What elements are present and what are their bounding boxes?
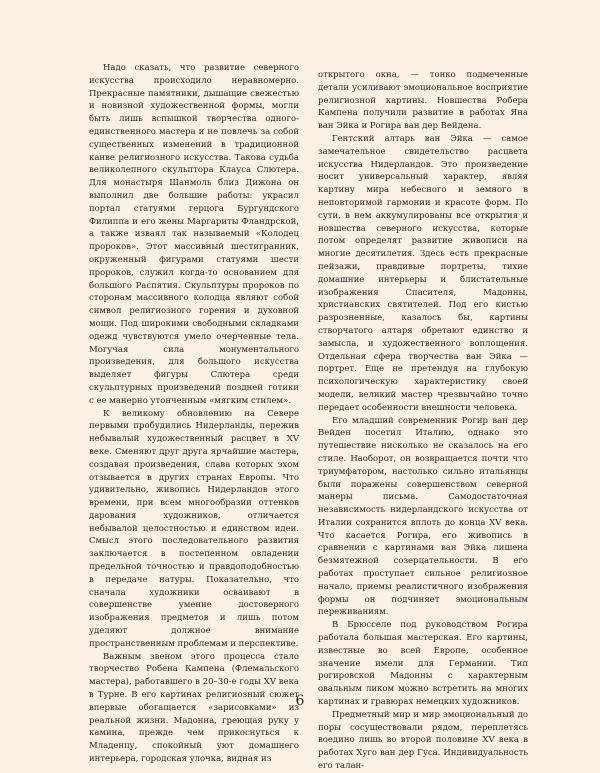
paragraph: К великому обновлению на Севере первыми пробудились Нидерланды, пережив небывалый художественный расцвет в XV веке. Сменяют друг друга ярчайшие мастера, создавая произведения, слава которых эхом отзывается в других странах Европы. Что удивительно, живопись Нидерландов этого времени, при всем многообразии оттенков дарования художников, отличается небывалой целостностью и единством идеи. Смысл этого последовательного развития заключается в постепенном овладении предельной точностью и правдоподобностью в передаче натуры. Показательно, что сначала художники осваивают в совершенстве умение достоверного изображения предметов и лишь потом уделяют должное внимание пространственным проблемам и перспективе.	[89, 408, 299, 649]
paragraph: В Брюсселе под руководством Рогира работала большая мастерская. Его картины, известные во всей Европе, особенное значение имели для Германии. Тип рогировской Мадонны с характерным овальным ликом можно встретить на многих картинах и гравюрах немецких художников.	[318, 620, 528, 708]
page-number: 6	[295, 693, 305, 709]
left-text-column	[89, 62, 299, 766]
paragraph: Предметный мир и мир эмоциональный до поры сосуществовали рядом, переплетясь воедино лишь во второй половине XV века в работах Хуго ван дер Гуса. Индивидуальность его талан-	[318, 709, 528, 772]
paragraph: Гентский алтарь ван Эйка — самое замечательное свидетельство расцвета искусства Нидерландов. Это произведение носит универсальный характер, являя картину мира небесного и земного в неповторимой гармонии и красоте форм. По сути, в нем аккумулированы все открытия и новшества северного искусства, которые потом определят развитие живописи на многие десятилетия. Здесь есть прекрасные пейзажи, правдивые портреты, тихие домашние интерьеры и блистательные изображения Спасителя, Мадонны, христианских святителей. Под его кистью разрозненные, казалось бы, картины створчатого алтаря обретают единство и замысла, и художественного воплощения. Отдельная сфера творчества ван Эйка — портрет. Еще не претендуя на глубокую психологическую характеристику своей модели, великий мастер чрезвычайно точно передает особенности внешности человека.	[318, 133, 528, 413]
paragraph: Надо сказать, что развитие северного искусства происходило неравномерно. Прекрасные памятники, дышащие свежестью и новизной художественной формы, могли быть лишь вспышкой творчества одного-единственного мастера и не повлечь за собой существенных изменений в традиционной канве религиозного искусства. Такова судьба великолепного скульптора Клауса Слютера. Для монастыря Шанмоль близ Дижона он выполнил две большие работы: украсил портал статуями герцога Бургундского Филиппа и его жены Маргариты Фландрской, а также изваял так называемый «Колодец пророков». Этот массивный шестигранник, окруженный фигурами статуями шести пророков, служил когда-то основанием для большого Распятия. Скульптуры пророков по сторонам массивного колодца являют собой символ религиозного горения и духовной мощи. Под широкими свободными складками одежд чувствуются умело очерченные тела. Могучая сила монументального произведения, для большого искусства выделяет фигуры Слютера среди скульптурных произведений поздней готики с ее манерно утонченным «мягким стилем».	[89, 63, 299, 406]
paragraph-continuation: открытого окна, — тонко подмеченные детали усиливают эмоциональное восприятие религиозной картины. Новшества Робера Кампена получили развитие в работах Яна ван Эйка и Рогира ван дер Вейдена.	[318, 70, 528, 132]
paragraph: Важным звеном этого процесса стало творчество Робена Кампена (Флемальского мастера), работавшего в 20–30-е годы XV века в Турне. В его картинах религиозный сюжет впервые обогащается «зарисовками» из реальной жизни. Мадонна, греющая руку у камина, прежде чем прикоснуться к Младенцу, спокойный уют домашнего интерьера, городская улочка, видная из	[89, 651, 299, 765]
right-text-column	[318, 69, 528, 773]
paragraph: Его младший современник Рогир ван дер Вейден посетил Италию, однако это путешествие нисколько не сказалось на его стиле. Наоборот, он возвращается почти что триумфатором, настолько сильно итальянцы были поражены совершенством северной манеры письма. Самодостаточная независимость нидерландского искусства от Италии сохранится вплоть до конца XV века. Что касается Рогира, его живопись в сравнении с картинами ван Эйка лишена безмятежной созерцательности. В его работах проступает сильное религиозное начало, приемы реалистичного изображения формы он подчиняет эмоциональным переживаниям.	[318, 415, 528, 618]
